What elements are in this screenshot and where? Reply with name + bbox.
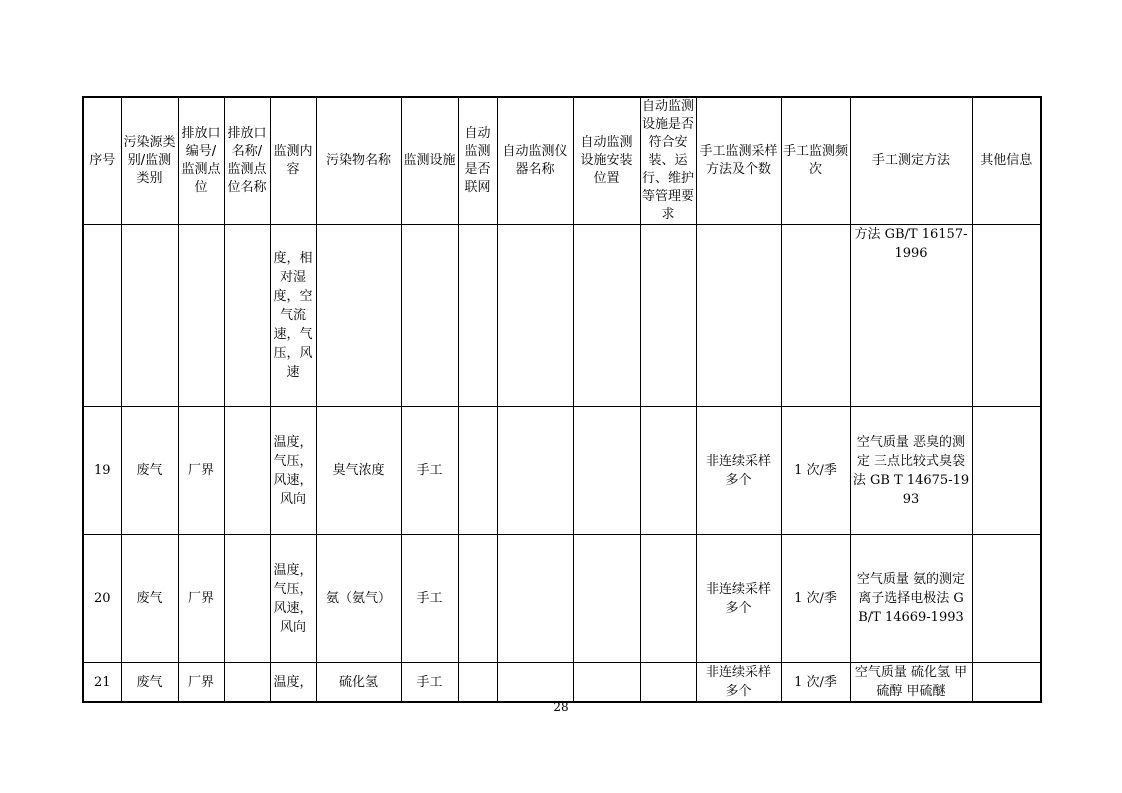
table-row <box>83 663 1041 703</box>
cell-outlet-id: 厂界 <box>178 535 224 663</box>
cell-pollutant: 硫化氢 <box>316 663 401 703</box>
cell-auto-networked <box>458 535 497 663</box>
cell-content: 温度，气压，风速，风向 <box>270 407 316 535</box>
cell-content: 温度， <box>270 663 316 703</box>
cell-auto-compliance <box>640 407 696 535</box>
header-outlet-name: 排放口名称/监测点位名称 <box>224 97 270 225</box>
table-row <box>83 535 1041 663</box>
header-manual-sampling: 手工监测采样方法及个数 <box>696 97 781 225</box>
cell-other <box>972 663 1041 703</box>
cell-other <box>972 407 1041 535</box>
cell-manual-frequency: 1 次/季 <box>781 663 850 703</box>
cell-manual-method: 方法 GB/T 16157-1996 <box>850 225 972 407</box>
cell-outlet-id <box>178 225 224 407</box>
cell-content: 度，相对湿度，空气流速，气压，风速 <box>270 225 316 407</box>
cell-auto-location <box>573 225 640 407</box>
cell-auto-compliance <box>640 663 696 703</box>
cell-other <box>972 535 1041 663</box>
cell-manual-method: 空气质量 氨的测定 离子选择电极法 GB/T 14669-1993 <box>850 535 972 663</box>
cell-outlet-id: 厂界 <box>178 407 224 535</box>
header-auto-instrument: 自动监测仪器名称 <box>497 97 573 225</box>
header-manual-frequency: 手工监测频次 <box>781 97 850 225</box>
cell-pollutant: 臭气浓度 <box>316 407 401 535</box>
cell-index: 19 <box>83 407 121 535</box>
cell-category: 废气 <box>121 407 178 535</box>
cell-content: 温度，气压，风速，风向 <box>270 535 316 663</box>
cell-outlet-name <box>224 225 270 407</box>
cell-manual-method: 空气质量 恶臭的测定 三点比较式臭袋法 GB T 14675-1993 <box>850 407 972 535</box>
header-content: 监测内容 <box>270 97 316 225</box>
table-row <box>83 407 1041 535</box>
header-auto-location: 自动监测设施安装位置 <box>573 97 640 225</box>
cell-manual-frequency: 1 次/季 <box>781 535 850 663</box>
cell-other <box>972 225 1041 407</box>
cell-manual-sampling <box>696 225 781 407</box>
cell-pollutant <box>316 225 401 407</box>
cell-category <box>121 225 178 407</box>
cell-outlet-name <box>224 663 270 703</box>
cell-outlet-name <box>224 535 270 663</box>
header-manual-method: 手工测定方法 <box>850 97 972 225</box>
cell-outlet-id: 厂界 <box>178 663 224 703</box>
cell-facility: 手工 <box>401 407 458 535</box>
cell-auto-location <box>573 535 640 663</box>
cell-manual-sampling: 非连续采样 多个 <box>696 535 781 663</box>
table-row <box>83 225 1041 407</box>
cell-auto-compliance <box>640 535 696 663</box>
cell-auto-networked <box>458 225 497 407</box>
header-pollutant: 污染物名称 <box>316 97 401 225</box>
cell-manual-sampling: 非连续采样 多个 <box>696 663 781 703</box>
monitoring-table <box>82 96 1042 703</box>
cell-category: 废气 <box>121 535 178 663</box>
cell-pollutant: 氨（氨气） <box>316 535 401 663</box>
header-other: 其他信息 <box>972 97 1041 225</box>
cell-auto-instrument <box>497 663 573 703</box>
cell-index <box>83 225 121 407</box>
monitoring-table-container <box>82 96 1042 703</box>
cell-auto-networked <box>458 407 497 535</box>
cell-auto-instrument <box>497 225 573 407</box>
table-header-row <box>83 97 1041 225</box>
cell-facility <box>401 225 458 407</box>
cell-auto-networked <box>458 663 497 703</box>
cell-index: 20 <box>83 535 121 663</box>
header-auto-compliance: 自动监测设施是否符合安装、运行、维护等管理要求 <box>640 97 696 225</box>
cell-auto-location <box>573 407 640 535</box>
cell-auto-instrument <box>497 407 573 535</box>
cell-index: 21 <box>83 663 121 703</box>
cell-manual-sampling: 非连续采样 多个 <box>696 407 781 535</box>
header-auto-networked: 自动监测是否联网 <box>458 97 497 225</box>
cell-facility: 手工 <box>401 663 458 703</box>
header-outlet-id: 排放口编号/监测点位 <box>178 97 224 225</box>
cell-auto-instrument <box>497 535 573 663</box>
cell-outlet-name <box>224 407 270 535</box>
header-category: 污染源类别/监测类别 <box>121 97 178 225</box>
page-number: 28 <box>553 700 569 714</box>
cell-manual-frequency: 1 次/季 <box>781 407 850 535</box>
cell-manual-frequency <box>781 225 850 407</box>
header-facility: 监测设施 <box>401 97 458 225</box>
cell-auto-compliance <box>640 225 696 407</box>
cell-facility: 手工 <box>401 535 458 663</box>
header-index: 序号 <box>83 97 121 225</box>
cell-auto-location <box>573 663 640 703</box>
cell-manual-method: 空气质量 硫化氢 甲硫醇 甲硫醚 <box>850 663 972 703</box>
cell-category: 废气 <box>121 663 178 703</box>
